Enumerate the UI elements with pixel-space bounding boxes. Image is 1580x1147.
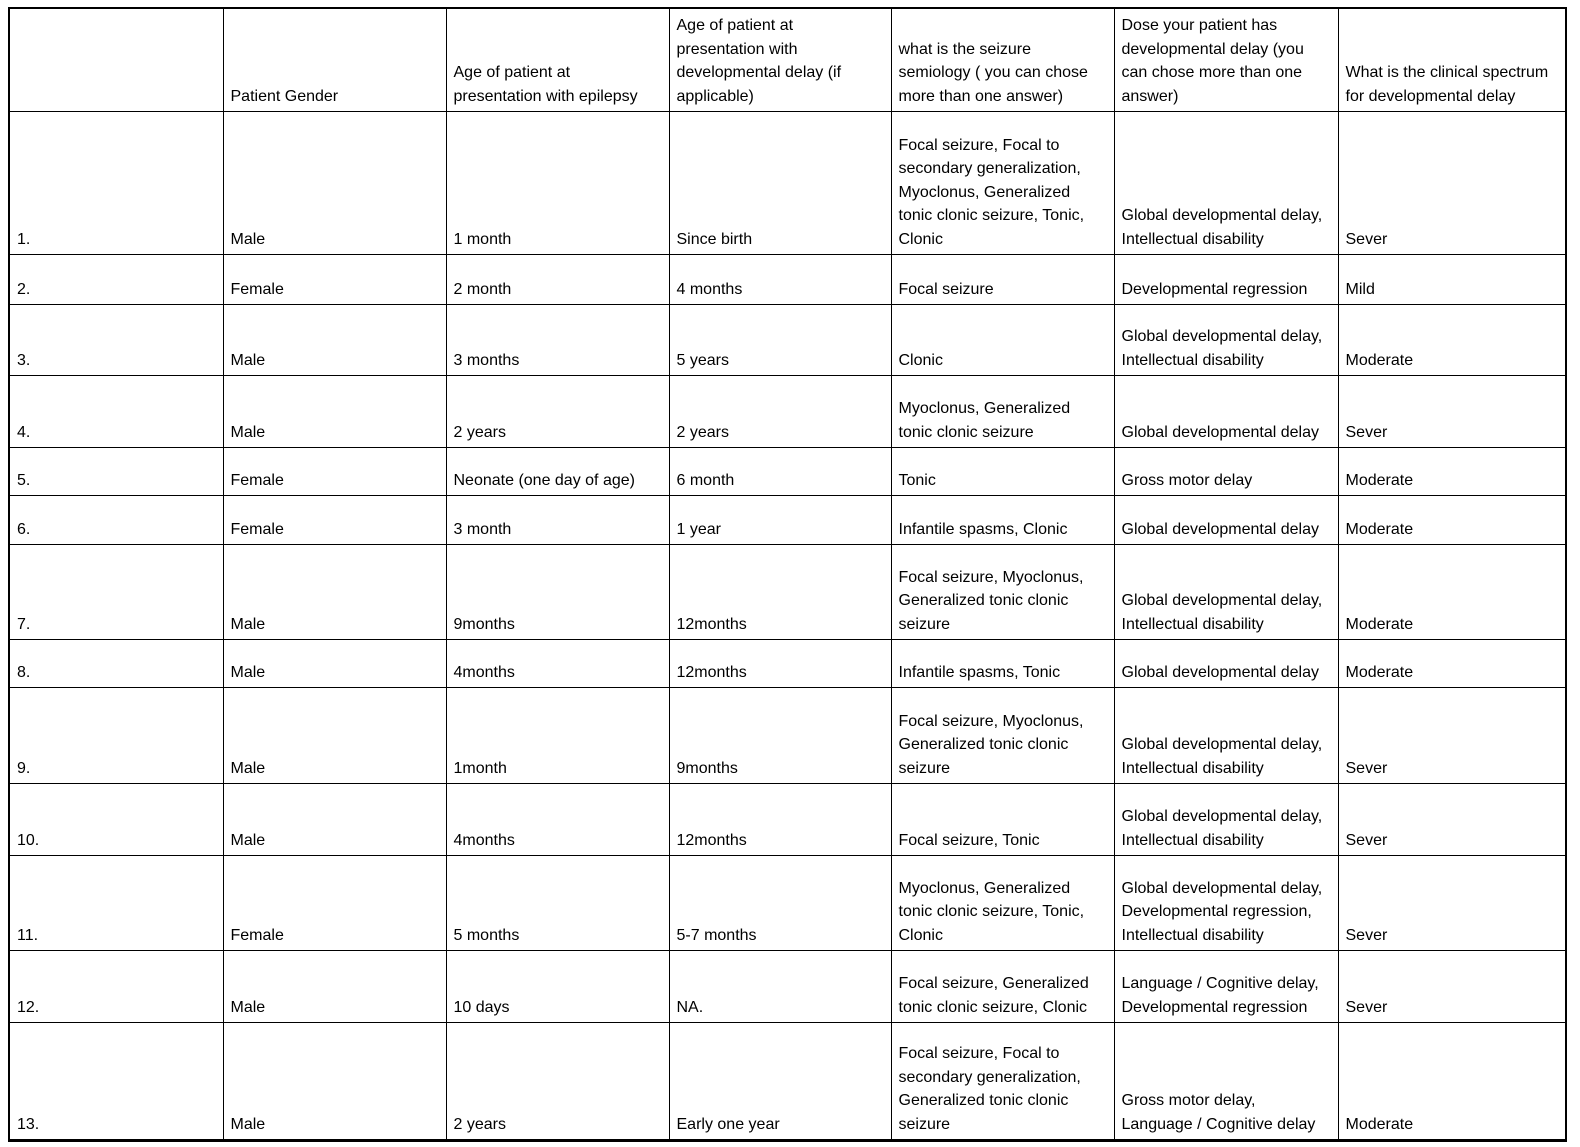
cell-semiology: Infantile spasms, Clonic bbox=[891, 496, 1114, 545]
cell-age_dd: Since birth bbox=[669, 112, 891, 255]
column-header-age_epilepsy: Age of patient at presentation with epilepsy bbox=[446, 8, 669, 112]
cell-age_dd: 6 month bbox=[669, 448, 891, 496]
cell-num: 7. bbox=[9, 545, 223, 640]
cell-dd_type: Global developmental delay, Intellectual disability bbox=[1114, 784, 1338, 856]
cell-age_epilepsy: Neonate (one day of age) bbox=[446, 448, 669, 496]
cell-age_epilepsy: 4months bbox=[446, 640, 669, 688]
cell-gender: Male bbox=[223, 376, 446, 448]
cell-gender: Male bbox=[223, 640, 446, 688]
cell-dd_type: Global developmental delay bbox=[1114, 496, 1338, 545]
cell-age_dd: 12months bbox=[669, 784, 891, 856]
cell-age_epilepsy: 2 month bbox=[446, 255, 669, 305]
cell-spectrum: Sever bbox=[1338, 951, 1566, 1023]
cell-semiology: Infantile spasms, Tonic bbox=[891, 640, 1114, 688]
cell-age_epilepsy: 1month bbox=[446, 688, 669, 784]
cell-dd_type: Developmental regression bbox=[1114, 255, 1338, 305]
cell-age_epilepsy: 2 years bbox=[446, 1023, 669, 1141]
cell-gender: Male bbox=[223, 112, 446, 255]
column-header-spectrum: What is the clinical spectrum for developmental delay bbox=[1338, 8, 1566, 112]
cell-dd_type: Global developmental delay, Intellectual disability bbox=[1114, 305, 1338, 376]
cell-dd_type: Gross motor delay bbox=[1114, 448, 1338, 496]
cell-age_epilepsy: 2 years bbox=[446, 376, 669, 448]
cell-num: 9. bbox=[9, 688, 223, 784]
cell-num: 11. bbox=[9, 856, 223, 951]
cell-spectrum: Moderate bbox=[1338, 545, 1566, 640]
cell-spectrum: Moderate bbox=[1338, 305, 1566, 376]
cell-num: 5. bbox=[9, 448, 223, 496]
cell-num: 1. bbox=[9, 112, 223, 255]
column-header-num bbox=[9, 8, 223, 112]
cell-gender: Male bbox=[223, 951, 446, 1023]
cell-age_epilepsy: 10 days bbox=[446, 951, 669, 1023]
patient-data-table bbox=[8, 7, 1567, 1142]
cell-gender: Male bbox=[223, 784, 446, 856]
cell-spectrum: Sever bbox=[1338, 376, 1566, 448]
cell-age_epilepsy: 3 month bbox=[446, 496, 669, 545]
table-row bbox=[9, 640, 1566, 688]
cell-num: 2. bbox=[9, 255, 223, 305]
cell-spectrum: Sever bbox=[1338, 784, 1566, 856]
cell-age_dd: 4 months bbox=[669, 255, 891, 305]
cell-semiology: Myoclonus, Generalized tonic clonic seizure bbox=[891, 376, 1114, 448]
cell-age_dd: Early one year bbox=[669, 1023, 891, 1141]
table-row bbox=[9, 1023, 1566, 1141]
cell-dd_type: Gross motor delay, Language / Cognitive delay bbox=[1114, 1023, 1338, 1141]
cell-gender: Male bbox=[223, 305, 446, 376]
cell-age_dd: 2 years bbox=[669, 376, 891, 448]
cell-spectrum: Moderate bbox=[1338, 496, 1566, 545]
header-row bbox=[9, 8, 1566, 112]
cell-spectrum: Mild bbox=[1338, 255, 1566, 305]
cell-num: 4. bbox=[9, 376, 223, 448]
table-row bbox=[9, 784, 1566, 856]
table-row bbox=[9, 545, 1566, 640]
table-row bbox=[9, 951, 1566, 1023]
column-header-gender: Patient Gender bbox=[223, 8, 446, 112]
cell-spectrum: Moderate bbox=[1338, 1023, 1566, 1141]
cell-spectrum: Moderate bbox=[1338, 640, 1566, 688]
cell-gender: Male bbox=[223, 545, 446, 640]
cell-semiology: Focal seizure, Tonic bbox=[891, 784, 1114, 856]
cell-dd_type: Language / Cognitive delay, Developmental regression bbox=[1114, 951, 1338, 1023]
cell-dd_type: Global developmental delay, Developmental regression, Intellectual disability bbox=[1114, 856, 1338, 951]
cell-semiology: Focal seizure, Focal to secondary generalization, Myoclonus, Generalized tonic clonic seizure, Tonic, Clonic bbox=[891, 112, 1114, 255]
table-row bbox=[9, 496, 1566, 545]
cell-semiology: Tonic bbox=[891, 448, 1114, 496]
cell-age_epilepsy: 4months bbox=[446, 784, 669, 856]
cell-spectrum: Sever bbox=[1338, 112, 1566, 255]
column-header-dd_type: Dose your patient has developmental delay (you can chose more than one answer) bbox=[1114, 8, 1338, 112]
cell-dd_type: Global developmental delay, Intellectual disability bbox=[1114, 112, 1338, 255]
cell-dd_type: Global developmental delay bbox=[1114, 376, 1338, 448]
cell-semiology: Focal seizure, Generalized tonic clonic seizure, Clonic bbox=[891, 951, 1114, 1023]
cell-dd_type: Global developmental delay bbox=[1114, 640, 1338, 688]
cell-num: 10. bbox=[9, 784, 223, 856]
cell-spectrum: Moderate bbox=[1338, 448, 1566, 496]
cell-num: 13. bbox=[9, 1023, 223, 1141]
cell-age_dd: NA. bbox=[669, 951, 891, 1023]
cell-gender: Male bbox=[223, 688, 446, 784]
table-body bbox=[9, 112, 1566, 1141]
cell-age_epilepsy: 5 months bbox=[446, 856, 669, 951]
cell-semiology: Focal seizure, Myoclonus, Generalized tonic clonic seizure bbox=[891, 545, 1114, 640]
cell-dd_type: Global developmental delay, Intellectual disability bbox=[1114, 545, 1338, 640]
cell-semiology: Focal seizure bbox=[891, 255, 1114, 305]
cell-age_epilepsy: 9months bbox=[446, 545, 669, 640]
cell-spectrum: Sever bbox=[1338, 688, 1566, 784]
cell-semiology: Focal seizure, Myoclonus, Generalized tonic clonic seizure bbox=[891, 688, 1114, 784]
cell-age_epilepsy: 1 month bbox=[446, 112, 669, 255]
cell-age_dd: 12months bbox=[669, 640, 891, 688]
cell-age_dd: 1 year bbox=[669, 496, 891, 545]
cell-num: 3. bbox=[9, 305, 223, 376]
table-row bbox=[9, 376, 1566, 448]
cell-gender: Female bbox=[223, 856, 446, 951]
cell-gender: Female bbox=[223, 496, 446, 545]
cell-gender: Female bbox=[223, 448, 446, 496]
cell-age_dd: 12months bbox=[669, 545, 891, 640]
cell-age_dd: 5-7 months bbox=[669, 856, 891, 951]
cell-semiology: Myoclonus, Generalized tonic clonic seizure, Tonic, Clonic bbox=[891, 856, 1114, 951]
column-header-semiology: what is the seizure semiology ( you can chose more than one answer) bbox=[891, 8, 1114, 112]
cell-spectrum: Sever bbox=[1338, 856, 1566, 951]
column-header-age_dd: Age of patient at presentation with developmental delay (if applicable) bbox=[669, 8, 891, 112]
table-row bbox=[9, 688, 1566, 784]
cell-age_dd: 9months bbox=[669, 688, 891, 784]
cell-gender: Female bbox=[223, 255, 446, 305]
table-row bbox=[9, 305, 1566, 376]
cell-num: 8. bbox=[9, 640, 223, 688]
cell-semiology: Clonic bbox=[891, 305, 1114, 376]
cell-gender: Male bbox=[223, 1023, 446, 1141]
table-header bbox=[9, 8, 1566, 112]
cell-dd_type: Global developmental delay, Intellectual disability bbox=[1114, 688, 1338, 784]
cell-age_dd: 5 years bbox=[669, 305, 891, 376]
cell-semiology: Focal seizure, Focal to secondary generalization, Generalized tonic clonic seizure bbox=[891, 1023, 1114, 1141]
table-row bbox=[9, 112, 1566, 255]
cell-age_epilepsy: 3 months bbox=[446, 305, 669, 376]
cell-num: 6. bbox=[9, 496, 223, 545]
cell-num: 12. bbox=[9, 951, 223, 1023]
table-row bbox=[9, 448, 1566, 496]
table-row bbox=[9, 856, 1566, 951]
table-row bbox=[9, 255, 1566, 305]
